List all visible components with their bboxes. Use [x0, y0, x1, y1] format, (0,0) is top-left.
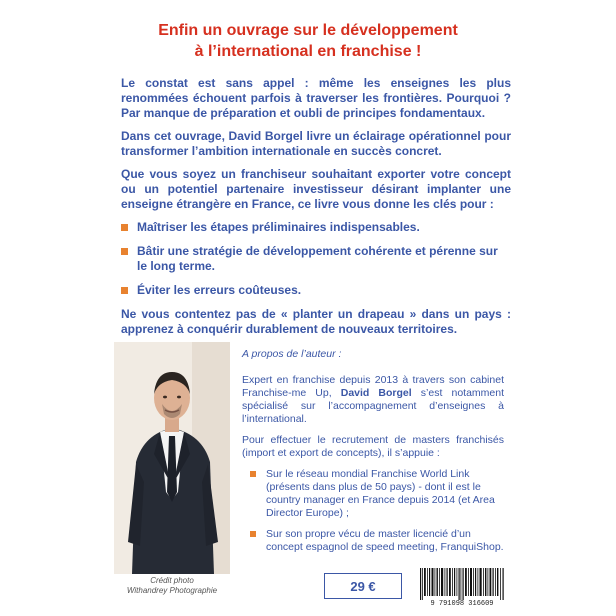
orange-square-bullet-icon: [121, 287, 128, 294]
intro-bullet-item: [121, 283, 511, 298]
author-paragraph-1: [242, 374, 504, 426]
barcode-number: 9 791098 316609: [430, 600, 494, 608]
author-paragraph-1-start: Expert en franchise depuis 2013 à travers son cabinet Franchise-me Up,: [242, 374, 504, 399]
intro-bullet-text: Éviter les erreurs coûteuses.: [137, 283, 302, 297]
intro-bullet-text: Bâtir une stratégie de développement cohérente et pérenne sur le long terme.: [137, 244, 498, 273]
barcode: [420, 568, 504, 608]
intro-bullet-text: Maîtriser les étapes préliminaires indispensables.: [137, 220, 420, 234]
orange-square-bullet-icon: [250, 471, 256, 477]
intro-bullet-item: [121, 244, 511, 274]
intro-paragraph-2: Dans cet ouvrage, David Borgel livre un éclairage opérationnel pour transformer l’ambition internationale en succès concret.: [121, 129, 511, 158]
price-box: 29 €: [324, 573, 402, 599]
author-paragraph-1-end: s’est notamment spécialisé sur l’accompagnement d’enseignes à l’international.: [242, 387, 505, 425]
barcode-bars-icon: [420, 568, 504, 600]
author-bullet-text: Sur son propre vécu de master licencié d’un concept espagnol de speed meeting, FranquiShop.: [266, 528, 504, 553]
orange-square-bullet-icon: [250, 531, 256, 537]
intro-bullet-item: [121, 220, 511, 235]
orange-square-bullet-icon: [121, 224, 128, 231]
about-author-section: [242, 348, 504, 562]
intro-closing-paragraph: Ne vous contentez pas de « planter un drapeau » dans un pays : apprenez à conquérir durablement de nouveaux territoires.: [121, 307, 511, 336]
author-photo: [114, 342, 230, 574]
photo-credit-line-2: Withandrey Photographie: [126, 586, 218, 595]
author-bullet-item: [250, 528, 504, 554]
about-author-heading: A propos de l’auteur :: [242, 348, 342, 360]
intro-paragraph-1: Le constat est sans appel : même les enseignes les plus renommées échouent parfois à traverser les frontières. Pourquoi ? Par manque de préparation et oubli de principes fondamentaux.: [121, 76, 511, 120]
author-bullet-text: Sur le réseau mondial Franchise World Link (présents dans plus de 50 pays) - dont il est le country manager en France depuis 2014 (et Area Director Europe) ;: [266, 468, 495, 519]
photo-credit-line-1: Crédit photo: [150, 576, 194, 585]
author-portrait-image: [114, 342, 230, 574]
intro-section: [121, 76, 511, 345]
cover-headline: [0, 20, 616, 62]
author-paragraph-2: Pour effectuer le recrutement de masters franchisés (import et export de concepts), il s’appuie :: [242, 434, 504, 459]
headline-line-2: à l’international en franchise !: [194, 43, 422, 60]
orange-square-bullet-icon: [121, 248, 128, 255]
intro-paragraph-3: Que vous soyez un franchiseur souhaitant exporter votre concept ou un potentiel partenaire investisseur désirant implanter une enseigne étrangère en France, ce livre vous donne les clés pour :: [121, 167, 511, 211]
headline-line-1: Enfin un ouvrage sur le développement: [158, 22, 458, 39]
photo-credit: [114, 576, 230, 596]
author-bullet-item: [250, 468, 504, 520]
author-name: David Borgel: [340, 387, 412, 399]
